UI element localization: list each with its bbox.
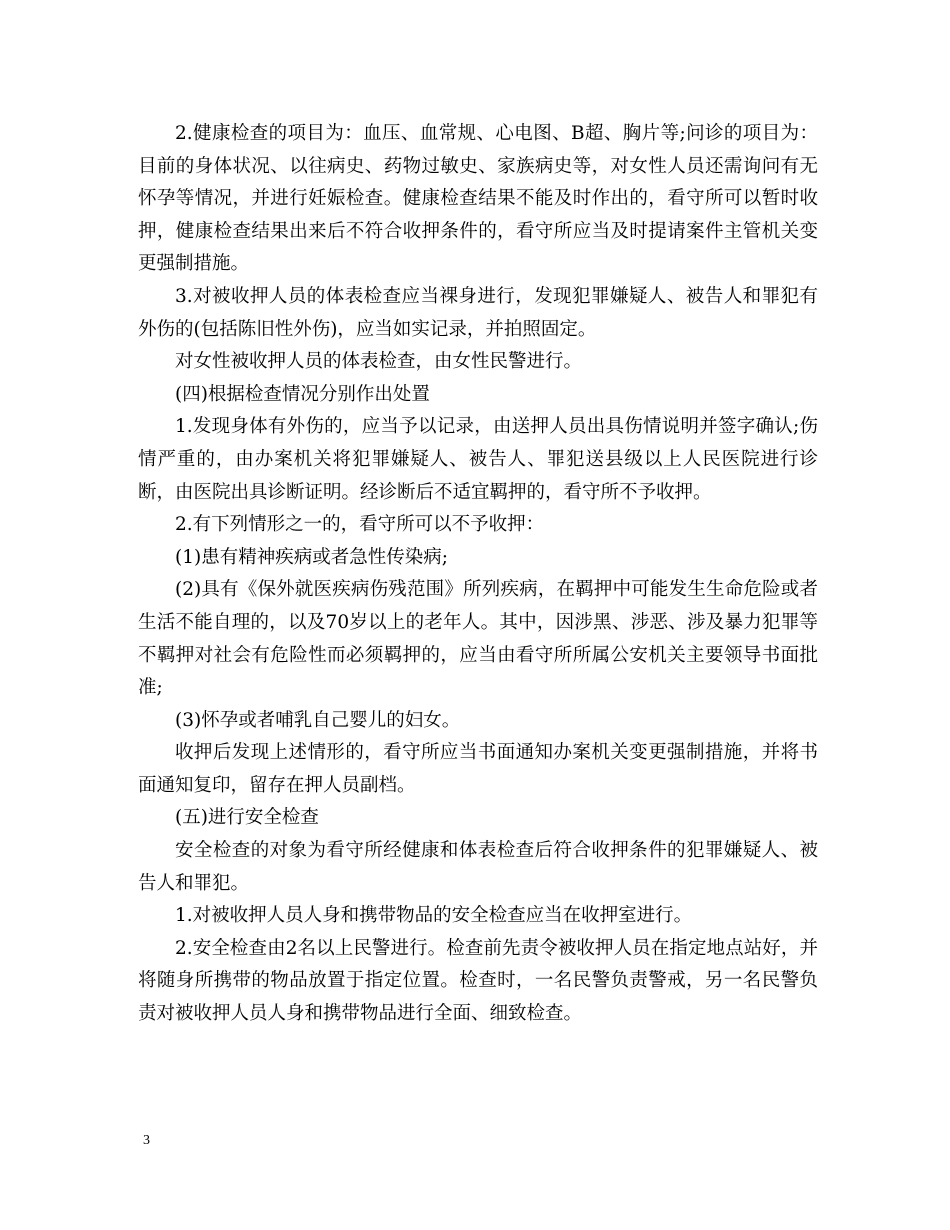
- paragraph-female-check: 对女性被收押人员的体表检查，由女性民警进行。: [175, 351, 583, 373]
- body-text: [138, 118, 818, 1031]
- paragraph-health-check-items: 2.健康检查的项目为：血压、血常规、心电图、B超、胸片等;问诊的项目为：目前的身体状况、以往病史、药物过敏史、家族病史等，对女性人员还需询问有无怀孕等情况，并进行妊娠检查。健康检查结果不能及时作出的，看守所可以暂时收押，健康检查结果出来后不符合收押条件的，看守所应当及时提请案件主管机关变更强制措施。: [138, 123, 818, 275]
- paragraph-safety-procedure: 2.安全检查由2名以上民警进行。检查前先责令被收押人员在指定地点站好，并将随身所携带的物品放置于指定位置。检查时，一名民警负责警戒，另一名民警负责对被收押人员人身和携带物品进行全面、细致检查。: [138, 937, 818, 1025]
- paragraph-safety-location: 1.对被收押人员人身和携带物品的安全检查应当在收押室进行。: [175, 905, 693, 927]
- list-item-1: (1)患有精神疾病或者急性传染病;: [175, 546, 448, 568]
- list-item-3: (3)怀孕或者哺乳自己婴儿的妇女。: [175, 709, 461, 731]
- list-item-2: (2)具有《保外就医疾病伤残范围》所列疾病，在羁押中可能发生生命危险或者生活不能自理的，以及70岁以上的老年人。其中，因涉黑、涉恶、涉及暴力犯罪等不羁押对社会有危险性而必须羁押的，应当由看守所所属公安机关主要领导书面批准;: [138, 579, 818, 699]
- paragraph-post-admission: 收押后发现上述情形的，看守所应当书面通知办案机关变更强制措施，并将书面通知复印，留存在押人员副档。: [138, 742, 818, 796]
- paragraph-refusal-conditions: 2.有下列情形之一的，看守所可以不予收押：: [175, 514, 545, 536]
- paragraph-body-surface-check: 3.对被收押人员的体表检查应当裸身进行，发现犯罪嫌疑人、被告人和罪犯有外伤的(包括陈旧性外伤)，应当如实记录，并拍照固定。: [138, 285, 818, 340]
- section-heading-4: (四)根据检查情况分别作出处置: [175, 383, 430, 405]
- paragraph-safety-scope: 安全检查的对象为看守所经健康和体表检查后符合收押条件的犯罪嫌疑人、被告人和罪犯。: [138, 840, 818, 894]
- page-number: 3: [143, 1133, 150, 1148]
- paragraph-injury-handling: 1.发现身体有外伤的，应当予以记录，由送押人员出具伤情说明并签字确认;伤情严重的，由办案机关将犯罪嫌疑人、被告人、罪犯送县级以上人民医院进行诊断，由医院出具诊断证明。经诊断后不适宜羁押的，看守所不予收押。: [138, 416, 818, 503]
- section-heading-5: (五)进行安全检查: [175, 807, 319, 829]
